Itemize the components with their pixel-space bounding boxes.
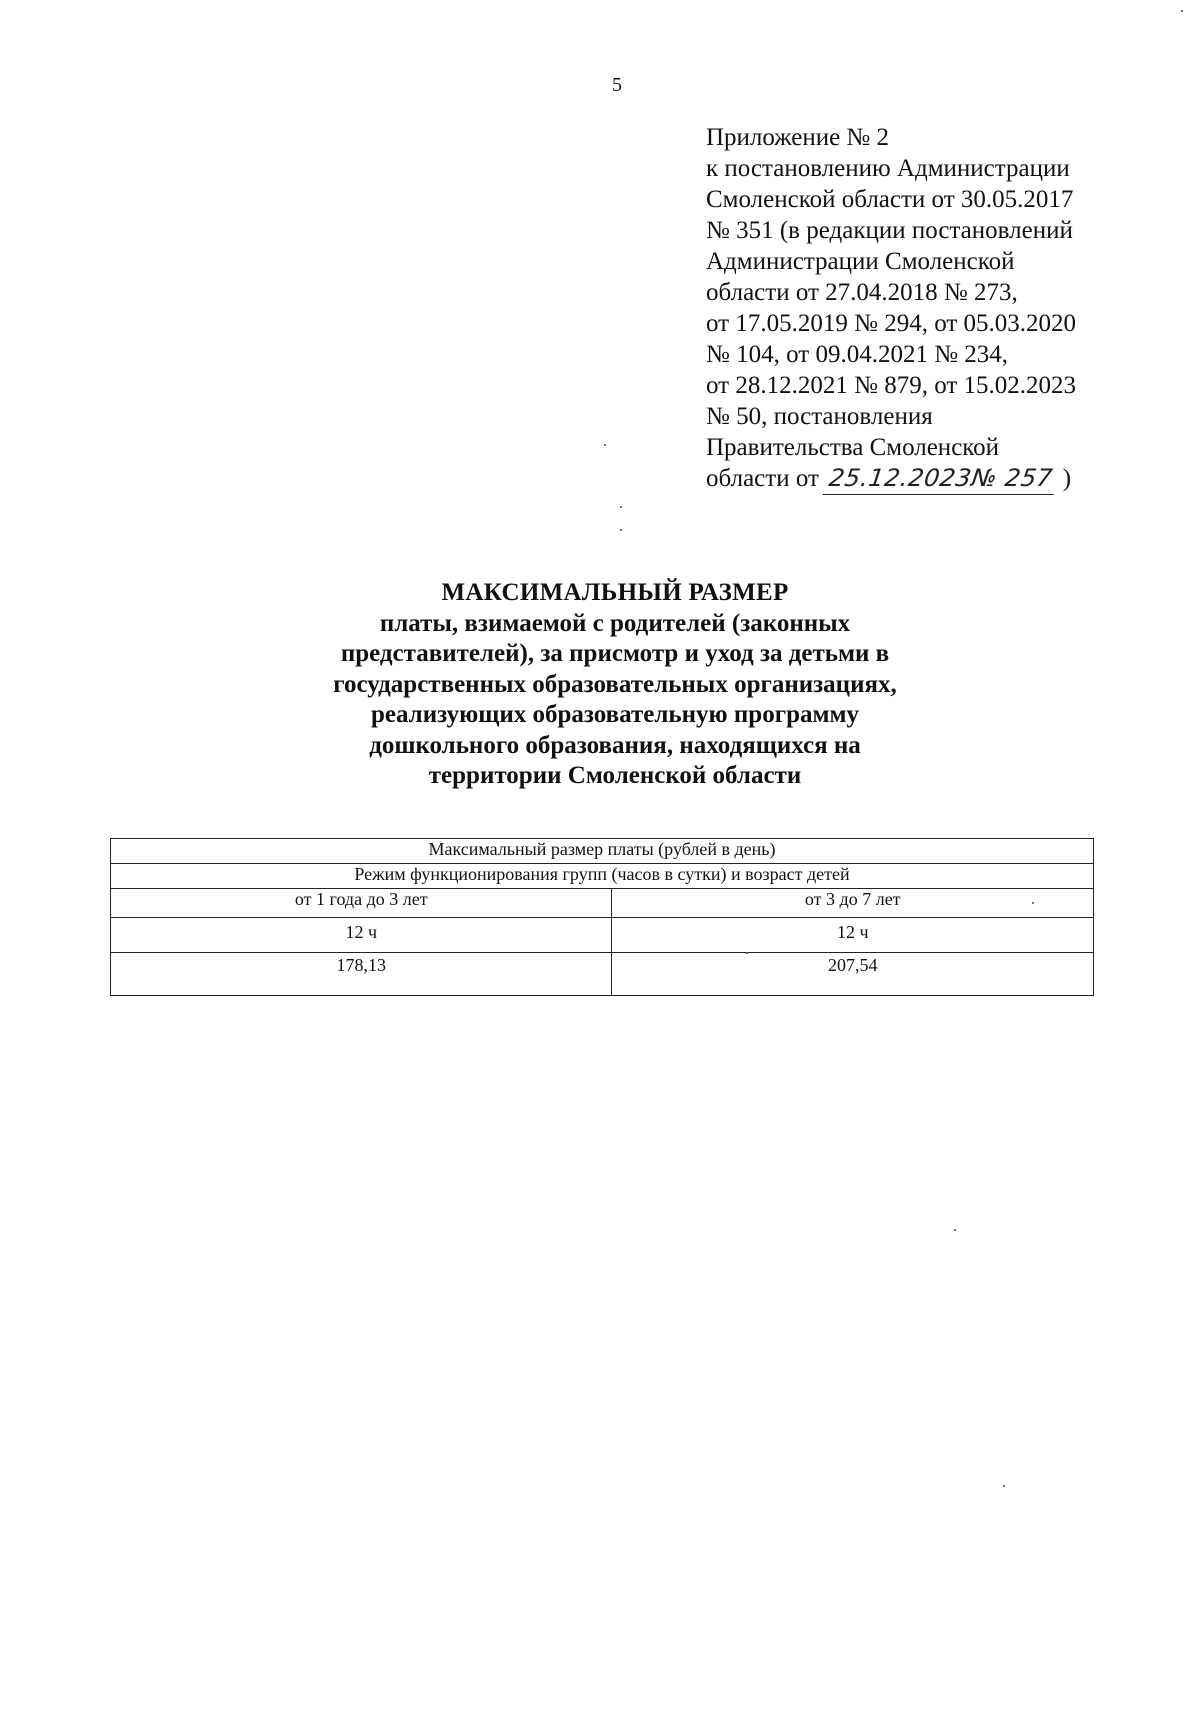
appendix-block xyxy=(706,122,1146,495)
number-sign: № xyxy=(969,464,1000,492)
table-cell-hours-1: 12 ч xyxy=(111,918,612,953)
appendix-line: № 104, от 09.04.2021 № 234, xyxy=(706,341,1009,368)
table-header-row xyxy=(111,839,1094,864)
title-line: государственных образовательных организациях, xyxy=(333,670,897,698)
scan-speck xyxy=(746,952,748,954)
appendix-line: к постановлению Администрации xyxy=(706,155,1070,182)
title-line: платы, взимаемой с родителей (законных xyxy=(379,609,851,637)
document-title xyxy=(200,578,1030,792)
appendix-signature-line xyxy=(706,463,1146,495)
scan-speck xyxy=(954,1229,956,1231)
scan-speck xyxy=(1181,10,1183,12)
table-hours-row xyxy=(111,918,1094,953)
appendix-line: Администрации Смоленской xyxy=(706,248,1015,275)
table-values-row xyxy=(111,953,1094,996)
table-age-row xyxy=(111,889,1094,918)
closing-paren: ) xyxy=(1062,465,1072,492)
scan-speck xyxy=(604,444,606,446)
scan-speck xyxy=(1032,902,1034,904)
appendix-line: области от 27.04.2018 № 273, xyxy=(706,279,1018,306)
table-cell-age-1: от 1 года до 3 лет xyxy=(111,889,612,918)
appendix-line: № 351 (в редакции постановлений xyxy=(706,217,1073,244)
table-subheader-cell: Режим функционирования групп (часов в сутки) и возраст детей xyxy=(111,864,1094,889)
title-main: МАКСИМАЛЬНЫЙ РАЗМЕР xyxy=(441,579,789,606)
handwritten-date xyxy=(823,463,1059,495)
appendix-line: Смоленской области от 30.05.2017 xyxy=(706,186,1074,213)
handwritten-number: 257 xyxy=(1003,464,1055,492)
title-line: представителей), за присмотр и уход за детьми в xyxy=(340,640,890,667)
title-line: дошкольного образования, находящихся на xyxy=(369,731,861,759)
appendix-line: Приложение № 2 xyxy=(706,124,890,151)
table-cell-age-2: от 3 до 7 лет xyxy=(612,889,1094,918)
table-subheader-row xyxy=(111,864,1094,889)
scan-speck xyxy=(1003,1485,1005,1487)
scan-speck xyxy=(620,529,622,531)
table-header-cell: Максимальный размер платы (рублей в день) xyxy=(111,839,1094,864)
appendix-line: № 50, постановления xyxy=(706,403,933,430)
title-line: территории Смоленской области xyxy=(428,762,802,789)
appendix-last-line-prefix: области от xyxy=(706,465,819,492)
handwritten-date-text: 25.12.2023 xyxy=(827,464,974,492)
appendix-line: от 28.12.2021 № 879, от 15.02.2023 xyxy=(706,372,1077,399)
title-line: реализующих образовательную программу xyxy=(370,701,860,728)
table-cell-hours-2: 12 ч xyxy=(612,918,1094,953)
appendix-line: от 17.05.2019 № 294, от 05.03.2020 xyxy=(706,310,1077,337)
fee-table xyxy=(110,838,1094,996)
page-number: 5 xyxy=(612,74,622,96)
scan-speck xyxy=(620,506,622,508)
table-cell-value-2: 207,54 xyxy=(612,953,1094,996)
appendix-line: Правительства Смоленской xyxy=(706,434,1000,461)
table-cell-value-1: 178,13 xyxy=(111,953,612,996)
